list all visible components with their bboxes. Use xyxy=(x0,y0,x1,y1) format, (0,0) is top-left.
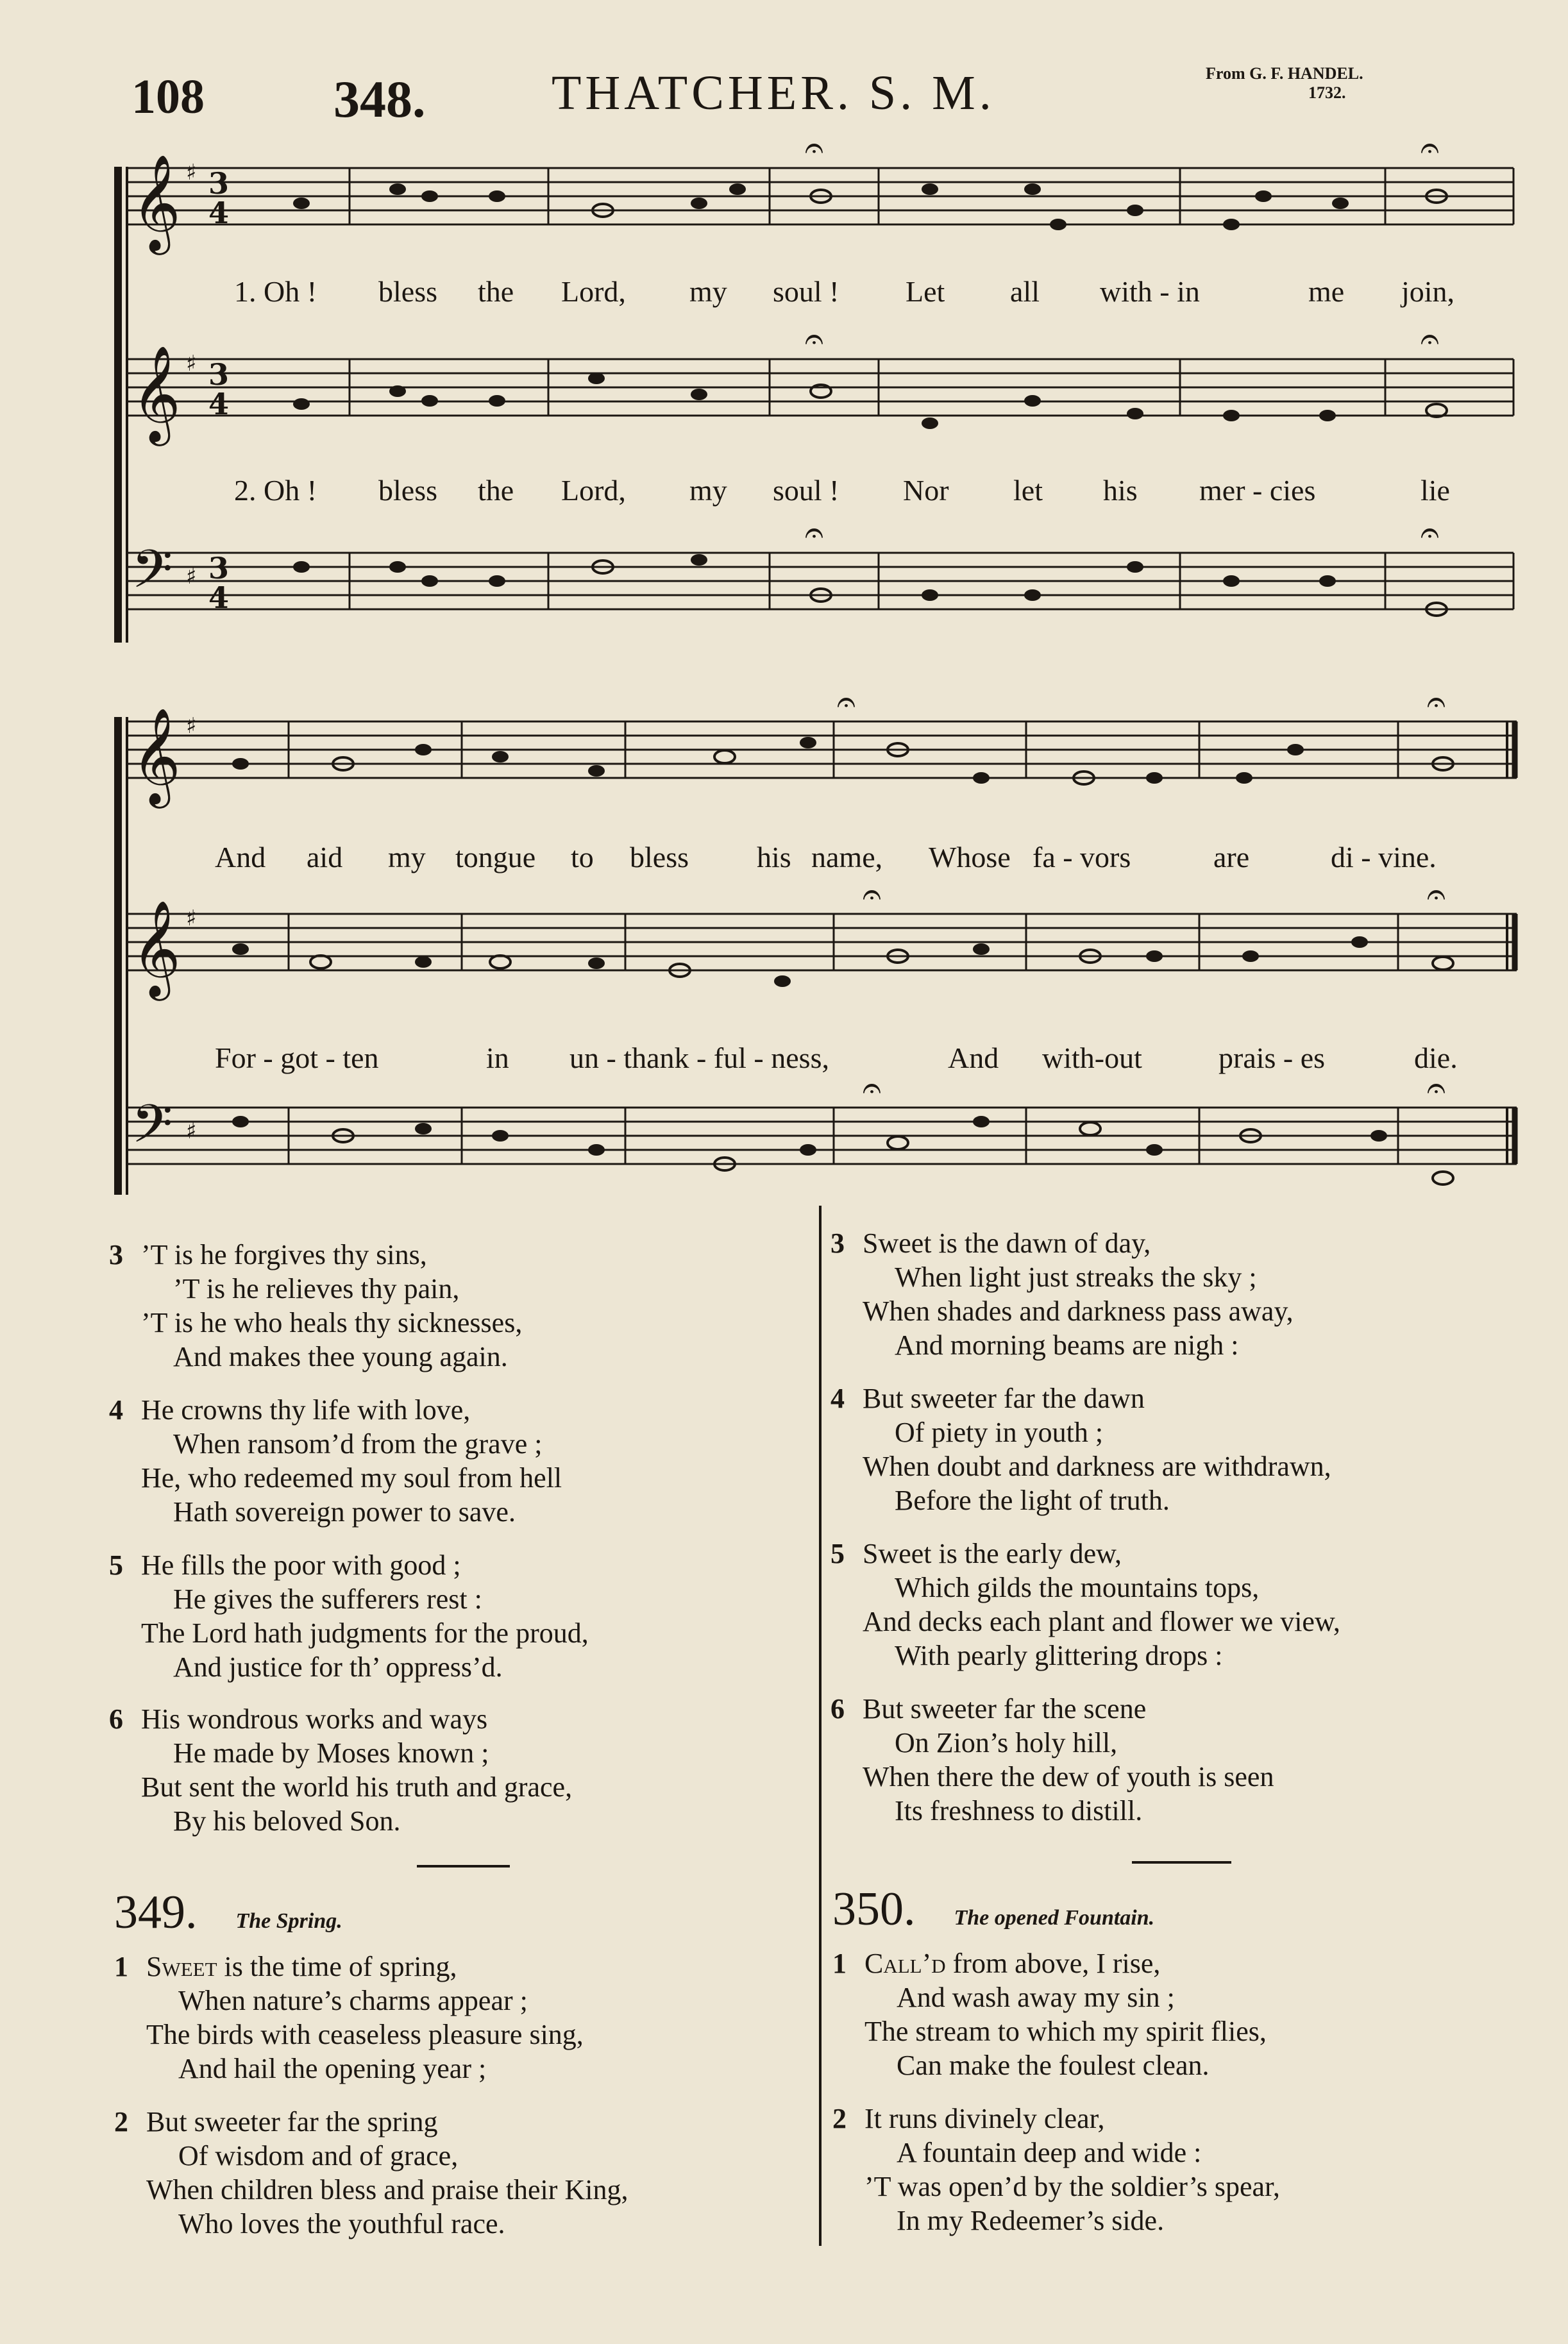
verse-line: When shades and darkness pass away, xyxy=(863,1295,1294,1327)
hymn-349-title: The Spring. xyxy=(235,1909,342,1933)
verse-line: And morning beams are nigh : xyxy=(895,1329,1239,1361)
svg-text:𝄐: 𝄐 xyxy=(1420,129,1439,167)
verse-line: When children bless and praise their King, xyxy=(146,2174,628,2205)
svg-text:4: 4 xyxy=(208,387,230,421)
svg-text:𝄐: 𝄐 xyxy=(863,1069,881,1108)
verse-line: A fountain deep and wide : xyxy=(897,2137,1202,2168)
verse-line: Of wisdom and of grace, xyxy=(178,2140,459,2171)
lyric: with-out xyxy=(1042,1041,1142,1074)
page-number: 108 xyxy=(131,70,205,124)
svg-text:𝄐: 𝄐 xyxy=(1420,514,1439,552)
lyric: bless xyxy=(630,841,689,873)
lyric: the xyxy=(478,275,514,308)
svg-text:3: 3 xyxy=(208,166,230,201)
lyric: all xyxy=(1010,275,1040,308)
verse-number: 6 xyxy=(830,1693,845,1724)
verse-line: Sweet is the early dew, xyxy=(863,1538,1122,1569)
notes-system-2 xyxy=(232,737,1453,1185)
svg-text:4: 4 xyxy=(208,196,230,230)
stanza xyxy=(832,1946,1474,2082)
lyric: bless xyxy=(378,275,437,308)
verse-number: 6 xyxy=(109,1703,123,1735)
sharp-icon: ♯ xyxy=(186,564,197,589)
lyric: my xyxy=(388,841,426,873)
section-rule xyxy=(1132,1861,1231,1864)
hymn-350-heading xyxy=(832,1882,1154,1937)
column-divider xyxy=(819,1206,822,2246)
verse-number: 4 xyxy=(830,1383,845,1414)
hymn-349-number: 349. xyxy=(114,1886,198,1939)
verse-line: Its freshness to distill. xyxy=(895,1795,1143,1826)
time-signature xyxy=(208,166,229,615)
lyric: are xyxy=(1213,841,1250,873)
verse-number: 2 xyxy=(114,2106,128,2137)
svg-text:3: 3 xyxy=(208,551,230,586)
verse-line: ’T is he who heals thy sicknesses, xyxy=(141,1307,523,1338)
stanza xyxy=(109,1238,750,1374)
stanza xyxy=(830,1537,1472,1673)
stanza xyxy=(109,1548,750,1684)
verse-line: He gives the sufferers rest : xyxy=(173,1583,482,1615)
lyric: di - vine. xyxy=(1331,841,1437,873)
staff-treble-4 xyxy=(127,914,1517,970)
lyric: his xyxy=(1103,474,1138,507)
verse-line: Can make the foulest clean. xyxy=(897,2050,1210,2081)
lyric: And xyxy=(215,841,266,873)
verse-line: Hath sovereign power to save. xyxy=(173,1496,516,1528)
stanza xyxy=(114,1950,755,2086)
verse-line: ’T is he forgives thy sins, xyxy=(141,1239,427,1270)
lyric: soul ! xyxy=(773,474,839,507)
staff-treble-2 xyxy=(127,359,1513,416)
lyric: 2. Oh ! xyxy=(234,474,317,507)
sharp-icon: ♯ xyxy=(186,713,197,739)
tune-name: THATCHER. S. M. xyxy=(552,66,995,120)
verse-line: Before the light of truth. xyxy=(895,1485,1170,1516)
lyric: the xyxy=(478,474,514,507)
sharp-icon: ♯ xyxy=(186,906,197,931)
verse-line: With pearly glittering drops : xyxy=(895,1640,1223,1671)
lyric: 1. Oh ! xyxy=(234,275,317,308)
verse-line: But sweeter far the dawn xyxy=(863,1383,1145,1414)
bass-clef-icon: 𝄢 xyxy=(131,1093,173,1168)
hymn-349-heading xyxy=(114,1885,342,1940)
lyric: name, xyxy=(811,841,883,873)
sharp-icon: ♯ xyxy=(186,160,197,185)
lyric: me xyxy=(1308,275,1345,308)
verse-line: But sent the world his truth and grace, xyxy=(141,1771,573,1803)
verse-line: And wash away my sin ; xyxy=(897,1982,1175,2013)
svg-text:4: 4 xyxy=(208,580,230,615)
stanza xyxy=(830,1226,1472,1362)
verse-line: The stream to which my spirit flies, xyxy=(864,2016,1267,2047)
lyric: For - got - ten xyxy=(215,1041,379,1074)
verse-line: Sweet is the dawn of day, xyxy=(863,1227,1151,1259)
lyric: fa - vors xyxy=(1033,841,1131,873)
stanza xyxy=(114,2105,755,2241)
verse-line: is the time of spring, xyxy=(217,1951,457,1982)
verse-line: ’T is he relieves thy pain, xyxy=(173,1273,460,1304)
verse-line: It runs divinely clear, xyxy=(864,2103,1105,2134)
staff-bass-2 xyxy=(127,1108,1517,1164)
svg-text:3: 3 xyxy=(208,357,230,392)
bass-clef-icon: 𝄢 xyxy=(131,538,173,613)
verse-line: When there the dew of youth is seen xyxy=(863,1761,1274,1792)
lyric: aid xyxy=(307,841,343,873)
lyric: my xyxy=(689,275,727,308)
svg-text:𝄐: 𝄐 xyxy=(805,129,823,167)
lyric: with - in xyxy=(1100,275,1200,308)
verse-number: 4 xyxy=(109,1394,123,1426)
verse-line: Of piety in youth ; xyxy=(895,1417,1104,1448)
treble-clef-icon: 𝄞 xyxy=(131,707,181,804)
verse-line: His wondrous works and ways xyxy=(141,1703,488,1735)
verse-number: 2 xyxy=(832,2103,847,2134)
lyric: Whose xyxy=(929,841,1011,873)
lyric: my xyxy=(689,474,727,507)
verse-line: And hail the opening year ; xyxy=(178,2053,487,2084)
verse-line: In my Redeemer’s side. xyxy=(897,2205,1165,2236)
svg-text:𝄐: 𝄐 xyxy=(1427,1069,1446,1108)
stanza xyxy=(832,2102,1474,2238)
hymn-350-title: The opened Fountain. xyxy=(954,1906,1155,1930)
verse-line: The Lord hath judgments for the proud, xyxy=(141,1617,589,1649)
verse-first-word: Call’d xyxy=(864,1948,946,1979)
composer-name: From G. F. HANDEL. xyxy=(1206,64,1363,83)
verse-number: 1 xyxy=(832,1948,847,1979)
verse-line: But sweeter far the scene xyxy=(863,1693,1147,1724)
svg-text:𝄐: 𝄐 xyxy=(805,514,823,552)
verse-line: Which gilds the mountains tops, xyxy=(895,1572,1260,1603)
verse-line: And decks each plant and flower we view, xyxy=(863,1606,1340,1637)
treble-clef-icon: 𝄞 xyxy=(131,899,181,997)
svg-text:𝄐: 𝄐 xyxy=(1427,683,1446,721)
lyric: prais - es xyxy=(1218,1041,1326,1074)
section-rule xyxy=(417,1865,510,1868)
stanza xyxy=(109,1702,750,1838)
lyric: Let xyxy=(906,275,945,308)
sharp-icon: ♯ xyxy=(186,1118,197,1144)
verse-number: 3 xyxy=(830,1227,845,1259)
verse-line: And makes thee young again. xyxy=(173,1341,508,1372)
lyric: join, xyxy=(1401,275,1455,308)
svg-text:𝄐: 𝄐 xyxy=(863,875,881,914)
lyric: die. xyxy=(1414,1041,1458,1074)
verse-number: 5 xyxy=(830,1538,845,1569)
composer-year: 1732. xyxy=(1308,83,1346,102)
staff-treble-1 xyxy=(127,168,1513,224)
sharp-icon: ♯ xyxy=(186,351,197,376)
hymn-350-number: 350. xyxy=(832,1883,916,1935)
svg-text:𝄐: 𝄐 xyxy=(805,320,823,358)
verse-line: When nature’s charms appear ; xyxy=(178,1985,528,2016)
treble-clef-icon: 𝄞 xyxy=(131,153,181,251)
svg-text:𝄐: 𝄐 xyxy=(1420,320,1439,358)
lyric: Nor xyxy=(903,474,949,507)
verse-line: When ransom’d from the grave ; xyxy=(173,1428,543,1460)
stanza xyxy=(830,1381,1472,1517)
verse-line: He fills the poor with good ; xyxy=(141,1549,461,1581)
verse-line: When doubt and darkness are withdrawn, xyxy=(863,1451,1331,1482)
lyric: let xyxy=(1013,474,1043,507)
verse-number: 3 xyxy=(109,1239,123,1270)
verse-line: The birds with ceaseless pleasure sing, xyxy=(146,2019,584,2050)
verse-number: 1 xyxy=(114,1951,128,1982)
treble-clef-icon: 𝄞 xyxy=(131,344,181,442)
verse-first-word: Sweet xyxy=(146,1951,217,1982)
verse-line: ’T was open’d by the soldier’s spear, xyxy=(864,2171,1280,2202)
system-bracket xyxy=(114,167,122,643)
lyric: tongue xyxy=(455,841,536,873)
lyric: to xyxy=(571,841,594,873)
verse-number: 5 xyxy=(109,1549,123,1581)
lyric: And xyxy=(948,1041,999,1074)
lyric: lie xyxy=(1420,474,1450,507)
notes-system-1 xyxy=(293,183,1447,616)
svg-text:𝄐: 𝄐 xyxy=(1427,875,1446,914)
lyric: in xyxy=(486,1041,509,1074)
verse-line: He crowns thy life with love, xyxy=(141,1394,471,1426)
lyric: bless xyxy=(378,474,437,507)
stanza xyxy=(109,1393,750,1529)
lyric: Lord, xyxy=(561,474,626,507)
verse-line: Who loves the youthful race. xyxy=(178,2208,505,2239)
lyric: mer - cies xyxy=(1199,474,1316,507)
verse-line: And justice for th’ oppress’d. xyxy=(173,1651,503,1683)
verse-line: By his beloved Son. xyxy=(173,1805,401,1837)
lyric: un - thank - ful - ness, xyxy=(569,1041,829,1074)
lyric: his xyxy=(757,841,791,873)
lyric: soul ! xyxy=(773,275,839,308)
stanza xyxy=(830,1692,1472,1828)
svg-text:𝄐: 𝄐 xyxy=(837,683,856,721)
verse-line: On Zion’s holy hill, xyxy=(895,1727,1118,1758)
verse-line: He made by Moses known ; xyxy=(173,1737,489,1769)
verse-line: When light just streaks the sky ; xyxy=(895,1261,1257,1293)
verse-line: from above, I rise, xyxy=(945,1948,1161,1979)
hymn-number: 348. xyxy=(333,70,426,128)
lyric: Lord, xyxy=(561,275,626,308)
verse-line: He, who redeemed my soul from hell xyxy=(141,1462,562,1494)
verse-line: But sweeter far the spring xyxy=(146,2106,438,2137)
